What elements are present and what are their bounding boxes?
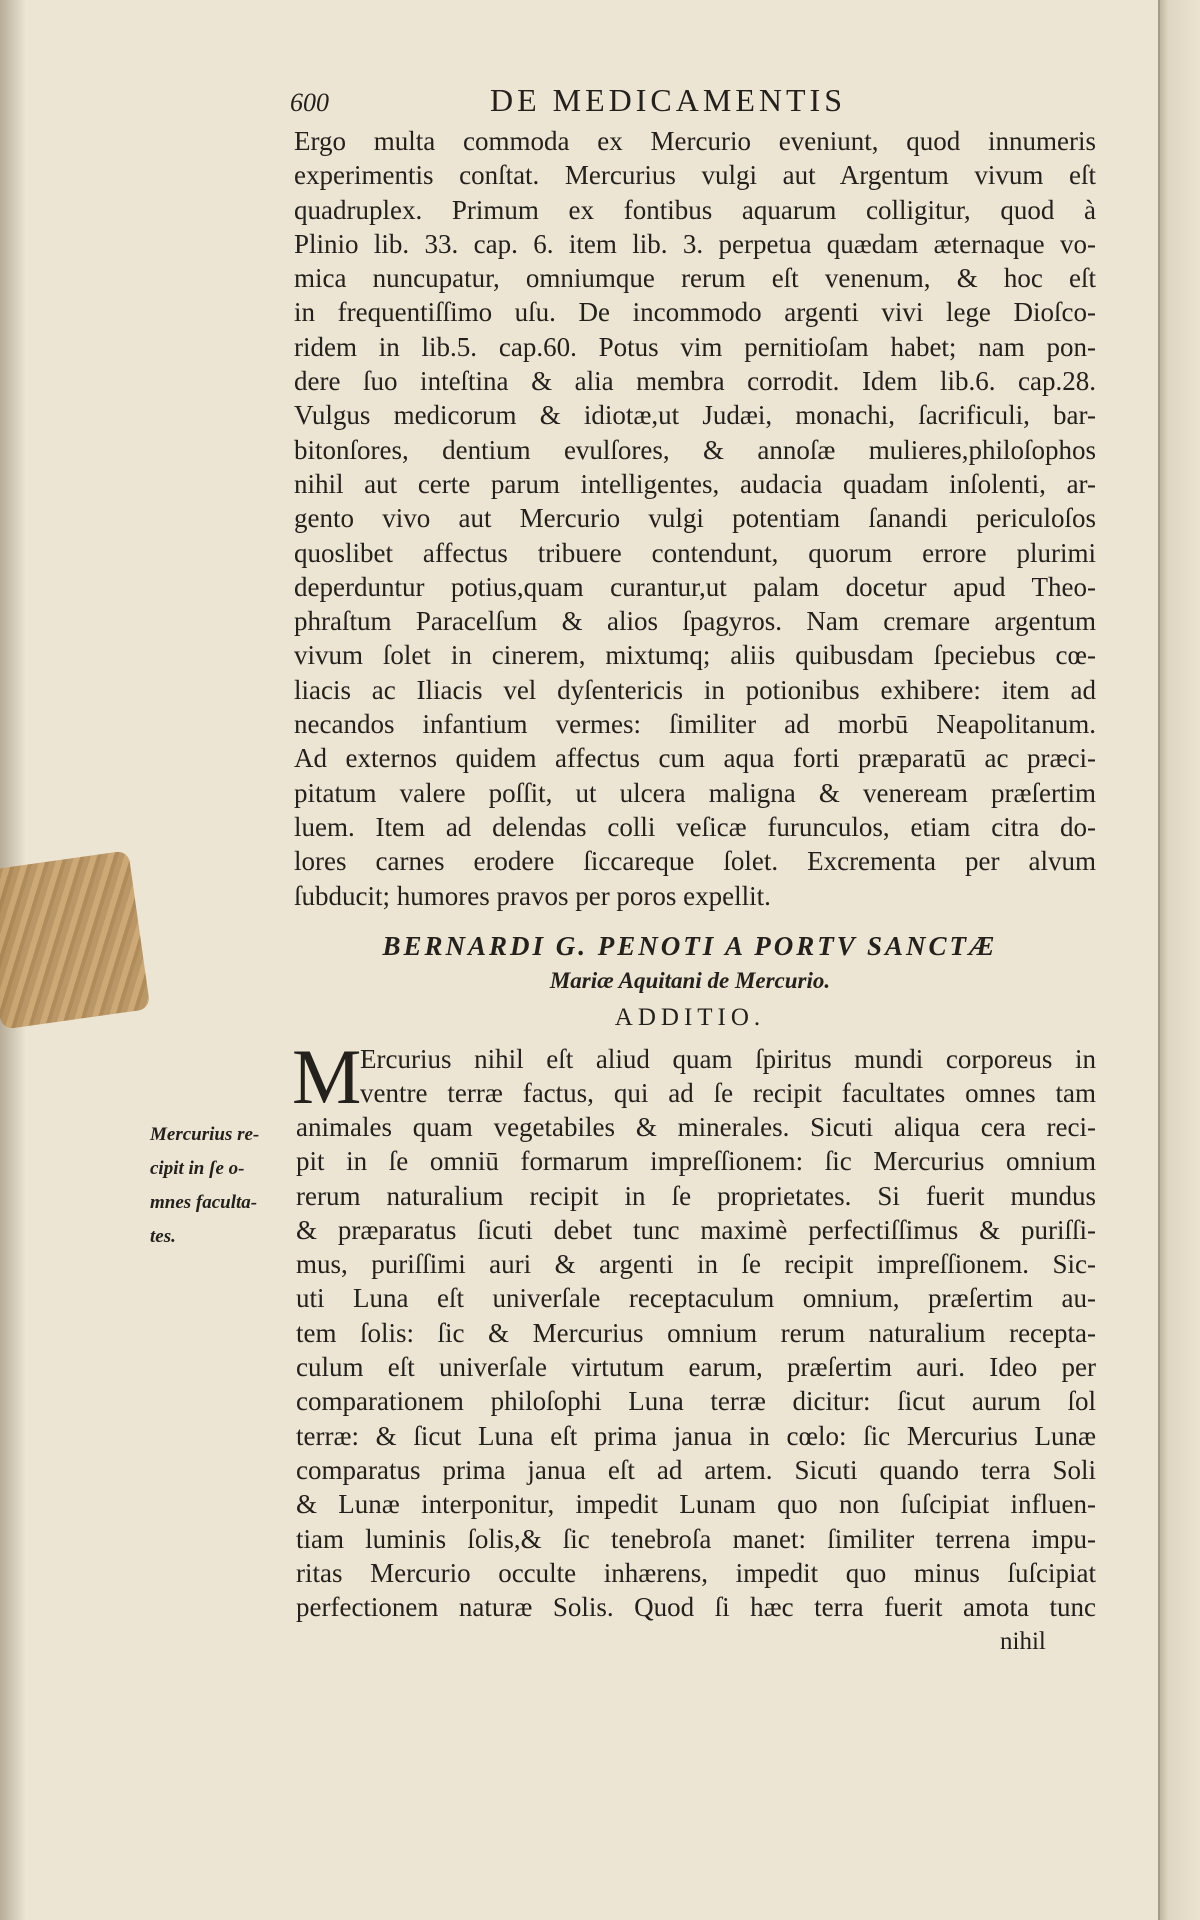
margin-note-line: Mercurius re- <box>150 1124 260 1145</box>
text-line: culum eſt univerſale virtutum earum, præſertim auri. Ideo per <box>296 1352 1096 1383</box>
heading-subtitle: Mariæ Aquitani de Mercurio. <box>549 968 831 993</box>
margin-note <box>150 1118 290 1254</box>
text-line: pitatum valere poſſit, ut ulcera maligna & veneream præſertim <box>294 777 1096 808</box>
text-line: Vulgus medicorum & idiotæ,ut Judæi, monachi, ſacrificuli, bar- <box>294 400 1096 431</box>
text-line: mica nuncupatur, omniumque rerum eſt venenum, & hoc eſt <box>294 263 1096 294</box>
text-line: bitonſores, dentium evulſores, & annoſæ mulieres,philoſophos <box>294 434 1096 465</box>
body-text <box>294 124 1096 913</box>
text-line: ſubducit; humores pravos per poros expellit. <box>294 880 771 911</box>
drop-cap: M <box>292 1033 362 1120</box>
text-line: ritas Mercurio occulte inhærens, impedit quo minus ſuſcipiat <box>296 1557 1096 1588</box>
facing-page-edge <box>1158 0 1200 1920</box>
text-line: perfectionem naturæ Solis. Quod ſi hæc terra fuerit amota tunc <box>296 1592 1096 1623</box>
text-line: pit in ſe omniū formarum impreſſionem: ſic Mercurius omnium <box>296 1146 1096 1177</box>
text-line: comparationem philoſophi Luna terræ dicitur: ſicut aurum ſol <box>296 1386 1096 1417</box>
text-line: tiam luminis ſolis,& ſic tenebroſa manet: ſimiliter terrena impu- <box>296 1523 1096 1554</box>
addition-body <box>296 1110 1096 1624</box>
text-line: ventre terræ factus, qui ad ſe recipit facultates omnes tam <box>360 1078 1096 1109</box>
text-line: gento vivo aut Mercurio vulgi potentiam ſanandi periculoſos <box>294 503 1096 534</box>
text-line: Ergo multa commoda ex Mercurio eveniunt, quod innumeris <box>294 126 1096 156</box>
page-number: 600 <box>290 88 329 117</box>
text-line: quadruplex. Primum ex fontibus aquarum colligitur, quod à <box>294 194 1096 225</box>
text-line: & Lunæ interponitur, impedit Lunam quo non ſuſcipiat influen- <box>296 1489 1096 1520</box>
text-line: Plinio lib. 33. cap. 6. item lib. 3. perpetua quædam æternaque vo- <box>294 228 1096 259</box>
text-line: rerum naturalium recipit in ſe proprietates. Si fuerit mundus <box>296 1180 1096 1211</box>
wooden-object-in-margin <box>0 850 150 1029</box>
margin-note-line: tes. <box>150 1226 176 1247</box>
text-line: & præparatus ſicuti debet tunc maximè perfectiſſimus & puriſſi- <box>296 1214 1096 1245</box>
text-line: liacis ac Iliacis vel dyſentericis in potionibus exhibere: item ad <box>294 674 1096 705</box>
text-line: Ad externos quidem affectus cum aqua forti præparatū ac præci- <box>294 743 1096 774</box>
heading-additio: ADDITIO. <box>614 1004 766 1031</box>
text-line: tem ſolis: ſic & Mercurius omnium rerum naturalium recepta- <box>296 1317 1096 1348</box>
text-line: in frequentiſſimo uſu. De incommodo argenti vivi lege Dioſco- <box>294 297 1096 328</box>
addition-first-lines <box>360 1042 1096 1111</box>
text-line: vivum ſolet in cinerem, mixtumq; aliis quibusdam ſpeciebus cœ- <box>294 640 1096 671</box>
text-line: ridem in lib.5. cap.60. Potus vim pernitioſam habet; nam pon- <box>294 331 1096 362</box>
text-line: nihil aut certe parum intelligentes, audacia quadam inſolenti, ar- <box>294 468 1096 499</box>
text-line: quoslibet affectus tribuere contendunt, quorum errore plurimi <box>294 537 1096 568</box>
heading-author: BERNARDI G. PENOTI A PORTV SANCTÆ <box>382 931 998 961</box>
text-line: uti Luna eſt univerſale receptaculum omnium, præſertim au- <box>296 1283 1096 1314</box>
text-line: deperduntur potius,quam curantur,ut palam docetur apud Theo- <box>294 571 1096 602</box>
margin-note-line: mnes faculta- <box>150 1192 258 1213</box>
margin-note-line: cipit in ſe o- <box>150 1158 245 1179</box>
text-line: phraſtum Paracelſum & alios ſpagyros. Nam cremare argentum <box>294 606 1096 637</box>
text-line: experimentis conſtat. Mercurius vulgi aut Argentum vivum eſt <box>294 160 1096 191</box>
text-line: animales quam vegetabiles & minerales. Sicuti aliqua cera reci- <box>296 1112 1096 1142</box>
text-line: terræ: & ſicut Luna eſt prima janua in cœlo: ſic Mercurius Lunæ <box>296 1420 1096 1451</box>
text-line: lores carnes erodere ſiccareque ſolet. Excrementa per alvum <box>294 846 1096 877</box>
text-line: luem. Item ad delendas colli veſicæ furunculos, etiam citra do- <box>294 811 1096 842</box>
running-title: DE MEDICAMENTIS <box>490 82 846 118</box>
section-heading <box>290 928 1090 1038</box>
catchword: nihil <box>1000 1628 1046 1655</box>
text-line: mus, puriſſimi auri & argenti in ſe recipit impreſſionem. Sic- <box>296 1249 1096 1280</box>
text-line: necandos infantium vermes: ſimiliter ad morbū Neapolitanum. <box>294 709 1096 740</box>
text-line: dere ſuo inteſtina & alia membra corrodit. Idem lib.6. cap.28. <box>294 366 1096 397</box>
page-header <box>290 82 1090 122</box>
text-line: comparatus prima janua eſt ad artem. Sicuti quando terra Soli <box>296 1454 1096 1485</box>
text-line: Ercurius nihil eſt aliud quam ſpiritus mundi corporeus in <box>360 1044 1096 1074</box>
